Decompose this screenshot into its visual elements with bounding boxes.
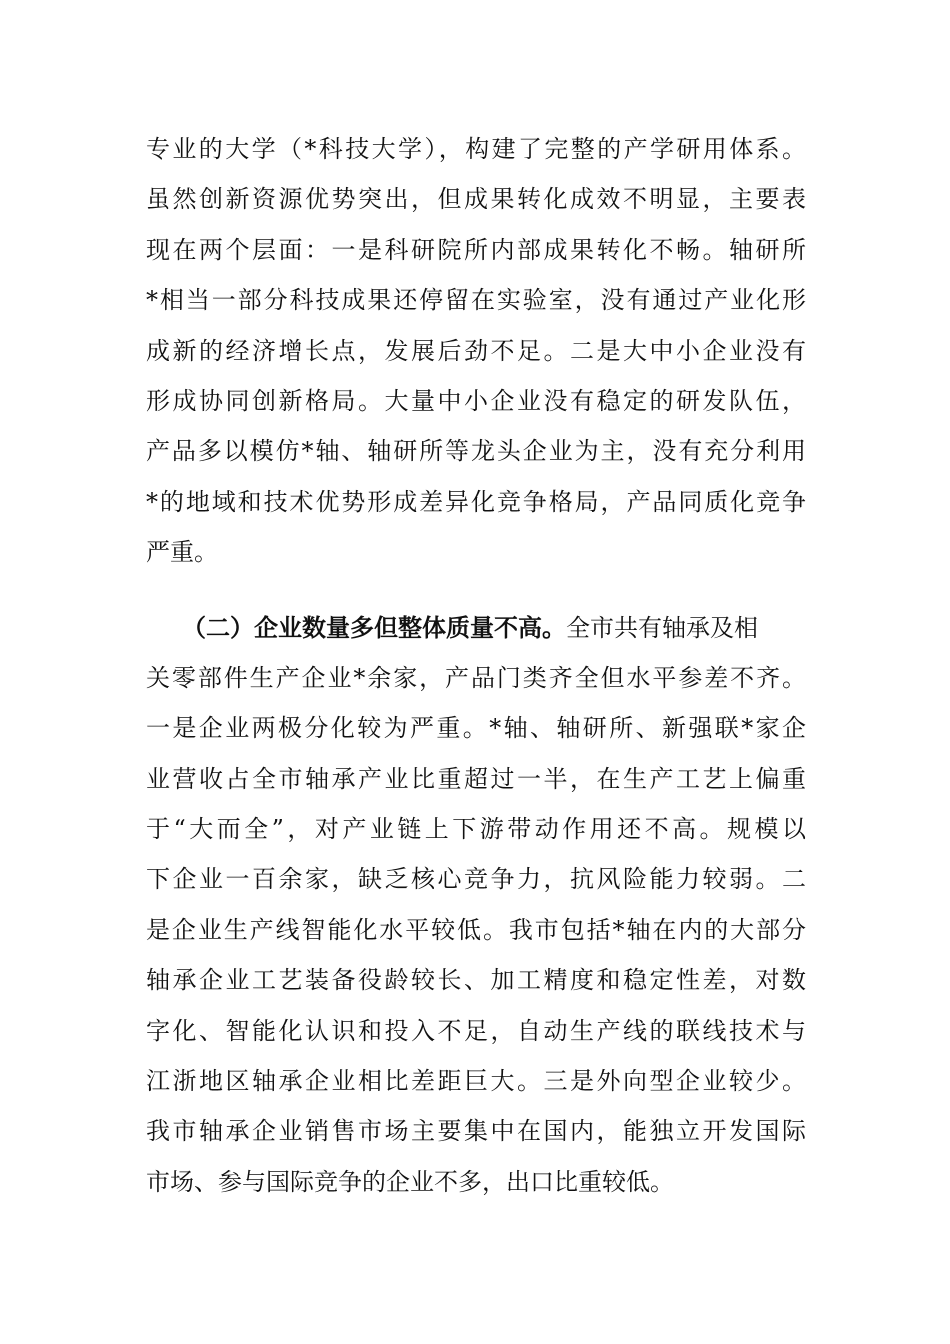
- section-heading-line: [146, 603, 806, 653]
- text-line: 形成协同创新格局。大量中小企业没有稳定的研发队伍，: [146, 386, 806, 415]
- text-line: *相当一部分科技成果还停留在实验室，没有通过产业化形: [146, 286, 806, 315]
- text-line: 一是企业两极分化较为严重。*轴、轴研所、新强联*家企: [146, 714, 806, 743]
- text-line: 严重。: [146, 538, 218, 567]
- text-line: 字化、智能化认识和投入不足，自动生产线的联线技术与: [146, 1016, 806, 1045]
- text-line: 关零部件生产企业*余家，产品门类齐全但水平参差不齐。: [146, 663, 806, 692]
- paragraph-2: [146, 603, 806, 1208]
- text-line: 现在两个层面：一是科研院所内部成果转化不畅。轴研所: [146, 235, 806, 264]
- text-line: 市场、参与国际竞争的企业不多，出口比重较低。: [146, 1167, 674, 1196]
- text-line: 下企业一百余家，缺乏核心竞争力，抗风险能力较弱。二: [146, 865, 806, 894]
- text-line: 于“大而全”，对产业链上下游带动作用还不高。规模以: [146, 815, 806, 844]
- text-line: 专业的大学（*科技大学），构建了完整的产学研用体系。: [146, 135, 806, 163]
- body-text: [146, 124, 806, 1207]
- text-line: 江浙地区轴承企业相比差距巨大。三是外向型企业较少。: [146, 1067, 806, 1096]
- text-line: 业营收占全市轴承产业比重超过一半，在生产工艺上偏重: [146, 764, 806, 793]
- text-line: 是企业生产线智能化水平较低。我市包括*轴在内的大部分: [146, 915, 806, 944]
- text-line: 我市轴承企业销售市场主要集中在国内，能独立开发国际: [146, 1117, 806, 1146]
- text-line: 虽然创新资源优势突出，但成果转化成效不明显，主要表: [146, 185, 806, 214]
- text-line: 成新的经济增长点，发展后劲不足。二是大中小企业没有: [146, 336, 806, 365]
- paragraph-1: [146, 124, 806, 578]
- text-line: 产品多以模仿*轴、轴研所等龙头企业为主，没有充分利用: [146, 437, 806, 466]
- section-heading: （二）企业数量多但整体质量不高。: [182, 613, 566, 642]
- text-line-rest: 全市共有轴承及相: [566, 613, 758, 642]
- text-line: 轴承企业工艺装备役龄较长、加工精度和稳定性差，对数: [146, 966, 806, 995]
- paragraph-gap: [146, 578, 806, 603]
- text-line: *的地域和技术优势形成差异化竞争格局，产品同质化竞争: [146, 487, 806, 516]
